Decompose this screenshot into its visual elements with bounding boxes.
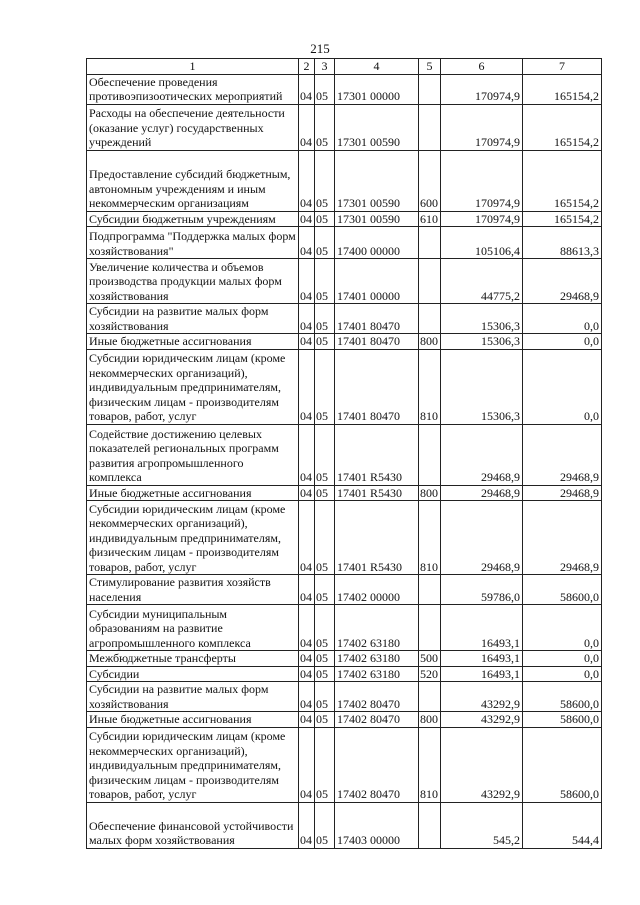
expense-type-code: 600	[419, 150, 441, 211]
expense-type-code: 810	[419, 349, 441, 424]
item-name: Иные бюджетные ассигнования	[87, 334, 299, 350]
item-name: Субсидии юридическим лицам (кроме некоммерческих организаций), индивидуальным предпринимателям, физическим лицам - производителям товаров, работ, услуг	[87, 727, 299, 802]
table-row	[87, 727, 602, 802]
expense-type-code	[419, 104, 441, 150]
subsection-code: 05	[315, 712, 335, 728]
target-article-code: 17301 00590	[335, 104, 419, 150]
item-name: Обеспечение финансовой устойчивости малых форм хозяйствования	[87, 802, 299, 848]
subsection-code: 05	[315, 666, 335, 682]
amount-col-7: 165154,2	[523, 150, 602, 211]
section-code: 04	[299, 501, 315, 575]
target-article-code: 17301 00590	[335, 211, 419, 227]
target-article-code: 17402 80470	[335, 727, 419, 802]
expense-type-code: 800	[419, 334, 441, 350]
amount-col-6: 15306,3	[441, 349, 523, 424]
section-code: 04	[299, 259, 315, 304]
section-code: 04	[299, 211, 315, 227]
table-row	[87, 651, 602, 667]
section-code: 04	[299, 651, 315, 667]
item-name: Иные бюджетные ассигнования	[87, 485, 299, 501]
table-row	[87, 424, 602, 485]
item-name: Межбюджетные трансферты	[87, 651, 299, 667]
item-name: Подпрограмма "Поддержка малых форм хозяйствования"	[87, 227, 299, 259]
amount-col-7: 0,0	[523, 334, 602, 350]
subsection-code: 05	[315, 334, 335, 350]
item-name: Субсидии на развитие малых форм хозяйствования	[87, 682, 299, 712]
section-code: 04	[299, 712, 315, 728]
item-name: Обеспечение проведения противоэпизоотических мероприятий	[87, 74, 299, 104]
amount-col-7: 29468,9	[523, 501, 602, 575]
table-row	[87, 666, 602, 682]
expense-type-code	[419, 575, 441, 605]
item-name: Увеличение количества и объемов производства продукции малых форм хозяйствования	[87, 259, 299, 304]
amount-col-7: 29468,9	[523, 424, 602, 485]
item-name: Стимулирование развития хозяйств населения	[87, 575, 299, 605]
amount-col-6: 105106,4	[441, 227, 523, 259]
amount-col-6: 29468,9	[441, 424, 523, 485]
expense-type-code: 810	[419, 727, 441, 802]
target-article-code: 17401 R5430	[335, 424, 419, 485]
table-row	[87, 485, 602, 501]
target-article-code: 17402 63180	[335, 651, 419, 667]
expense-type-code: 810	[419, 501, 441, 575]
section-code: 04	[299, 74, 315, 104]
amount-col-7: 0,0	[523, 304, 602, 334]
amount-col-6: 170974,9	[441, 211, 523, 227]
section-code: 04	[299, 802, 315, 848]
amount-col-7: 544,4	[523, 802, 602, 848]
table-row	[87, 682, 602, 712]
section-code: 04	[299, 304, 315, 334]
amount-col-6: 29468,9	[441, 485, 523, 501]
amount-col-6: 16493,1	[441, 605, 523, 651]
target-article-code: 17402 63180	[335, 666, 419, 682]
page-number: 215	[310, 41, 330, 56]
table-row	[87, 211, 602, 227]
target-article-code: 17402 80470	[335, 682, 419, 712]
target-article-code: 17401 00000	[335, 259, 419, 304]
amount-col-7: 165154,2	[523, 74, 602, 104]
expense-type-code	[419, 682, 441, 712]
item-name: Расходы на обеспечение деятельности (оказание услуг) государственных учреждений	[87, 104, 299, 150]
expense-type-code: 500	[419, 651, 441, 667]
table-row	[87, 227, 602, 259]
expense-type-code	[419, 304, 441, 334]
header-col-2: 2	[299, 59, 315, 75]
header-col-4: 4	[335, 59, 419, 75]
section-code: 04	[299, 424, 315, 485]
header-col-5: 5	[419, 59, 441, 75]
subsection-code: 05	[315, 575, 335, 605]
table-row	[87, 104, 602, 150]
amount-col-7: 165154,2	[523, 211, 602, 227]
amount-col-7: 58600,0	[523, 575, 602, 605]
expense-type-code	[419, 227, 441, 259]
subsection-code: 05	[315, 150, 335, 211]
amount-col-7: 0,0	[523, 666, 602, 682]
subsection-code: 05	[315, 802, 335, 848]
amount-col-7: 58600,0	[523, 682, 602, 712]
table-row	[87, 501, 602, 575]
subsection-code: 05	[315, 424, 335, 485]
item-name: Субсидии юридическим лицам (кроме некоммерческих организаций), индивидуальным предпринимателям, физическим лицам - производителям товаров, работ, услуг	[87, 349, 299, 424]
expense-type-code	[419, 74, 441, 104]
item-name: Субсидии	[87, 666, 299, 682]
target-article-code: 17402 00000	[335, 575, 419, 605]
item-name: Субсидии муниципальным образованиям на развитие агропромышленного комплекса	[87, 605, 299, 651]
subsection-code: 05	[315, 259, 335, 304]
table-row	[87, 334, 602, 350]
target-article-code: 17401 R5430	[335, 485, 419, 501]
amount-col-7: 0,0	[523, 651, 602, 667]
target-article-code: 17400 00000	[335, 227, 419, 259]
target-article-code: 17401 80470	[335, 304, 419, 334]
subsection-code: 05	[315, 211, 335, 227]
expense-type-code: 800	[419, 712, 441, 728]
table-row	[87, 304, 602, 334]
header-col-3: 3	[315, 59, 335, 75]
section-code: 04	[299, 666, 315, 682]
header-row	[87, 59, 602, 75]
table-row	[87, 150, 602, 211]
subsection-code: 05	[315, 485, 335, 501]
amount-col-6: 29468,9	[441, 501, 523, 575]
subsection-code: 05	[315, 682, 335, 712]
target-article-code: 17403 00000	[335, 802, 419, 848]
amount-col-6: 170974,9	[441, 74, 523, 104]
amount-col-6: 15306,3	[441, 334, 523, 350]
expense-type-code	[419, 802, 441, 848]
item-name: Иные бюджетные ассигнования	[87, 712, 299, 728]
target-article-code: 17301 00000	[335, 74, 419, 104]
budget-table	[86, 58, 602, 849]
subsection-code: 05	[315, 501, 335, 575]
amount-col-6: 59786,0	[441, 575, 523, 605]
amount-col-6: 43292,9	[441, 682, 523, 712]
section-code: 04	[299, 485, 315, 501]
item-name: Предоставление субсидий бюджетным, автономным учреждениям и иным некоммерческим организациям	[87, 150, 299, 211]
header-col-7: 7	[523, 59, 602, 75]
section-code: 04	[299, 334, 315, 350]
expense-type-code	[419, 259, 441, 304]
subsection-code: 05	[315, 304, 335, 334]
table-row	[87, 349, 602, 424]
amount-col-7: 0,0	[523, 605, 602, 651]
subsection-code: 05	[315, 349, 335, 424]
section-code: 04	[299, 349, 315, 424]
table-row	[87, 259, 602, 304]
amount-col-6: 170974,9	[441, 150, 523, 211]
target-article-code: 17402 80470	[335, 712, 419, 728]
section-code: 04	[299, 575, 315, 605]
section-code: 04	[299, 682, 315, 712]
amount-col-7: 58600,0	[523, 727, 602, 802]
amount-col-7: 29468,9	[523, 485, 602, 501]
amount-col-7: 58600,0	[523, 712, 602, 728]
table-row	[87, 605, 602, 651]
expense-type-code	[419, 605, 441, 651]
table-row	[87, 712, 602, 728]
header-col-1: 1	[87, 59, 299, 75]
amount-col-6: 43292,9	[441, 712, 523, 728]
amount-col-6: 545,2	[441, 802, 523, 848]
amount-col-7: 88613,3	[523, 227, 602, 259]
amount-col-6: 16493,1	[441, 651, 523, 667]
subsection-code: 05	[315, 651, 335, 667]
amount-col-7: 29468,9	[523, 259, 602, 304]
subsection-code: 05	[315, 227, 335, 259]
subsection-code: 05	[315, 74, 335, 104]
subsection-code: 05	[315, 727, 335, 802]
amount-col-6: 15306,3	[441, 304, 523, 334]
target-article-code: 17401 R5430	[335, 501, 419, 575]
target-article-code: 17401 80470	[335, 334, 419, 350]
expense-type-code	[419, 424, 441, 485]
amount-col-6: 16493,1	[441, 666, 523, 682]
amount-col-7: 165154,2	[523, 104, 602, 150]
amount-col-6: 43292,9	[441, 727, 523, 802]
section-code: 04	[299, 727, 315, 802]
expense-type-code: 800	[419, 485, 441, 501]
item-name: Субсидии бюджетным учреждениям	[87, 211, 299, 227]
target-article-code: 17401 80470	[335, 349, 419, 424]
item-name: Субсидии юридическим лицам (кроме некоммерческих организаций), индивидуальным предпринимателям, физическим лицам - производителям товаров, работ, услуг	[87, 501, 299, 575]
section-code: 04	[299, 150, 315, 211]
header-col-6: 6	[441, 59, 523, 75]
target-article-code: 17402 63180	[335, 605, 419, 651]
item-name: Содействие достижению целевых показателей региональных программ развития агропромышленного комплекса	[87, 424, 299, 485]
table-row	[87, 802, 602, 848]
target-article-code: 17301 00590	[335, 150, 419, 211]
amount-col-6: 44775,2	[441, 259, 523, 304]
table-row	[87, 74, 602, 104]
table-row	[87, 575, 602, 605]
section-code: 04	[299, 605, 315, 651]
expense-type-code: 520	[419, 666, 441, 682]
amount-col-7: 0,0	[523, 349, 602, 424]
expense-type-code: 610	[419, 211, 441, 227]
section-code: 04	[299, 227, 315, 259]
section-code: 04	[299, 104, 315, 150]
amount-col-6: 170974,9	[441, 104, 523, 150]
subsection-code: 05	[315, 104, 335, 150]
item-name: Субсидии на развитие малых форм хозяйствования	[87, 304, 299, 334]
subsection-code: 05	[315, 605, 335, 651]
